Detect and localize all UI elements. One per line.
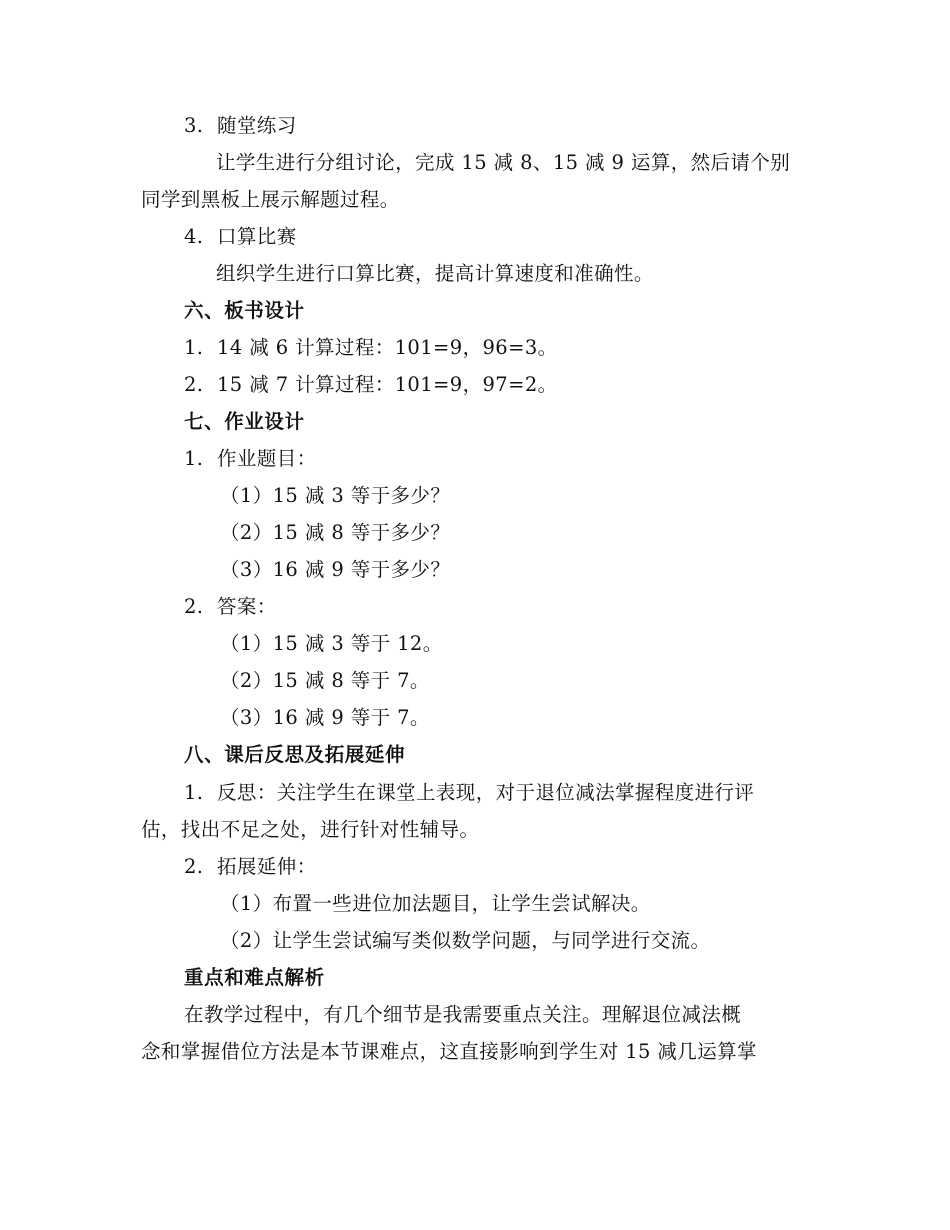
item4-number: 4. (184, 225, 204, 248)
reflection-item (184, 781, 754, 805)
board-item-2-number: 2. (184, 373, 204, 396)
reflection-line2: 估，找出不足之处，进行针对性辅导。 (141, 818, 480, 841)
homework-item-2-title: 答案： (217, 595, 277, 618)
homework-item-1 (184, 447, 317, 471)
extension-sub-2: （2）让学生尝试编写类似数学问题，与同学进行交流。 (220, 929, 711, 952)
analysis-heading: 重点和难点解析 (184, 966, 325, 989)
reflection-item-number: 1. (184, 781, 204, 804)
section7-heading: 七、作业设计 (184, 410, 305, 433)
board-item-2 (184, 373, 558, 397)
extension-item-title: 拓展延伸： (217, 855, 317, 878)
question-3: （3）16 减 9 等于多少？ (220, 558, 451, 581)
analysis-line1: 在教学过程中，有几个细节是我需要重点关注。理解退位减法概 (184, 1003, 742, 1026)
item4-body: 组织学生进行口算比赛，提高计算速度和准确性。 (216, 262, 654, 285)
board-item-1-number: 1. (184, 336, 204, 359)
board-item-1-text: 14 减 6 计算过程：101=9，96=3。 (217, 336, 558, 359)
reflection-line1: 反思：关注学生在课堂上表现，对于退位减法掌握程度进行评 (217, 781, 755, 804)
homework-item-1-number: 1. (184, 447, 204, 470)
item3-title: 随堂练习 (217, 114, 297, 137)
item3-body-line1: 让学生进行分组讨论，完成 15 减 8、15 减 9 运算，然后请个别 (216, 151, 791, 174)
extension-sub-1: （1）布置一些进位加法题目，让学生尝试解决。 (220, 892, 651, 915)
item4-heading (184, 225, 297, 249)
homework-item-1-title: 作业题目： (217, 447, 317, 470)
item3-number: 3. (184, 114, 204, 137)
answer-2: （2）15 减 8 等于 7。 (220, 669, 430, 692)
homework-item-2-number: 2. (184, 595, 204, 618)
extension-item-number: 2. (184, 855, 204, 878)
item3-body-line2: 同学到黑板上展示解题过程。 (141, 188, 400, 211)
question-2: （2）15 减 8 等于多少？ (220, 521, 451, 544)
section6-heading: 六、板书设计 (184, 299, 305, 322)
answer-1: （1）15 减 3 等于 12。 (220, 632, 443, 655)
item4-title: 口算比赛 (217, 225, 297, 248)
question-1: （1）15 减 3 等于多少？ (220, 484, 451, 507)
answer-3: （3）16 减 9 等于 7。 (220, 706, 430, 729)
homework-item-2 (184, 595, 277, 619)
extension-item (184, 855, 317, 879)
analysis-line2: 念和掌握借位方法是本节课难点，这直接影响到学生对 15 减几运算掌 (141, 1040, 757, 1063)
board-item-2-text: 15 减 7 计算过程：101=9，97=2。 (217, 373, 558, 396)
board-item-1 (184, 336, 558, 360)
section8-heading: 八、课后反思及拓展延伸 (184, 743, 406, 766)
item3-heading (184, 114, 297, 138)
